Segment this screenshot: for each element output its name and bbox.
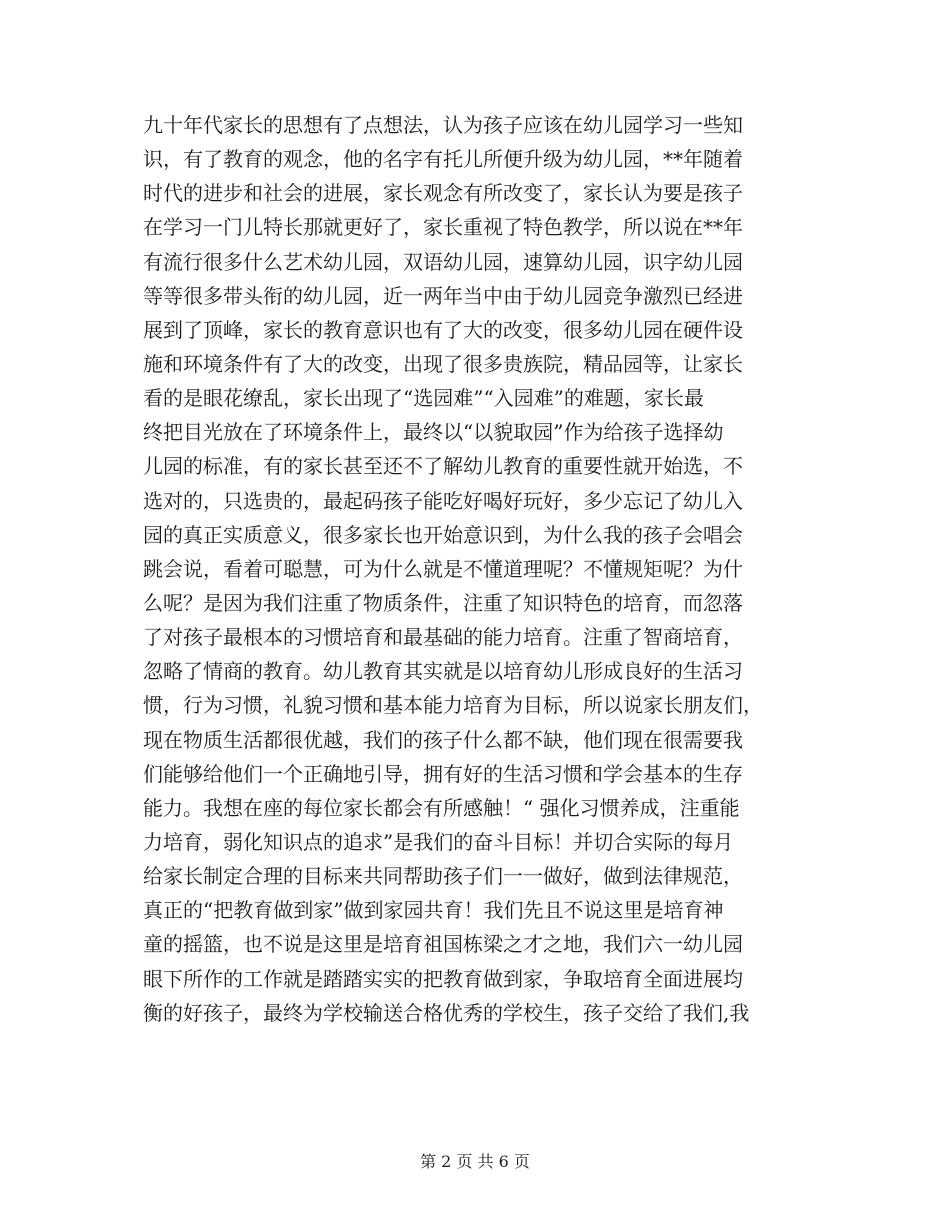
text-line: 展到了顶峰，家长的教育意识也有了大的改变，很多幼儿园在硬件设 (143, 317, 743, 342)
text-line: 们能够给他们一个正确地引导，拥有好的生活习惯和学会基本的生存 (143, 761, 743, 786)
text-line: 眼下所作的工作就是踏踏实实的把教育做到家，争取培育全面进展均 (143, 966, 743, 991)
text-line: 衡的好孩子，最终为学校输送合格优秀的学校生，孩子交给了我们,我 (143, 1000, 750, 1025)
text-line: 现在物质生活都很优越，我们的孩子什么都不缺，他们现在很需要我 (143, 727, 743, 752)
text-line: 选对的，只选贵的，最起码孩子能吃好喝好玩好，多少忘记了幼儿入 (143, 488, 743, 513)
text-line: 有流行很多什么艺术幼儿园，双语幼儿园，速算幼儿园，识字幼儿园 (143, 249, 743, 274)
text-line: 看的是眼花缭乱，家长出现了“选园难”“入园难”的难题，家长最 (143, 386, 704, 411)
text-line: 九十年代家长的思想有了点想法，认为孩子应该在幼儿园学习一些知 (143, 113, 743, 137)
text-line: 惯，行为习惯，礼貌习惯和基本能力培育为目标，所以说家长朋友们， (143, 693, 763, 718)
text-line: 给家长制定合理的目标来共同帮助孩子们一一做好，做到法律规范， (143, 864, 743, 889)
text-line: 园的真正实质意义，很多家长也开始意识到，为什么我的孩子会唱会 (143, 522, 743, 547)
text-line: 能力。我想在座的每位家长都会有所感触！“ 强化习惯养成，注重能 (143, 795, 740, 820)
text-line: 施和环境条件有了大的改变，出现了很多贵族院，精品园等，让家长 (143, 351, 743, 376)
text-line: 时代的进步和社会的进展，家长观念有所改变了，家长认为要是孩子 (143, 181, 743, 206)
text-line: 等等很多带头衔的幼儿园，近一两年当中由于幼儿园竞争激烈已经进 (143, 283, 743, 308)
text-line: 么呢？是因为我们注重了物质条件，注重了知识特色的培育，而忽落 (143, 590, 743, 615)
page-number-footer: 第 2 页 共 6 页 (420, 1152, 530, 1171)
text-line: 力培育，弱化知识点的追求”是我们的奋斗目标！并切合实际的每月 (143, 829, 734, 854)
text-line: 了对孩子最根本的习惯培育和最基础的能力培育。注重了智商培育， (143, 625, 743, 650)
text-line: 真正的“把教育做到家”做到家园共育！我们先且不说这里是培育神 (143, 898, 724, 923)
text-line: 儿园的标准，有的家长甚至还不了解幼儿教育的重要性就开始选，不 (143, 454, 743, 479)
text-line: 跳会说，看着可聪慧，可为什么就是不懂道理呢？不懂规矩呢？为什 (143, 556, 743, 581)
text-line: 在学习一门儿特长那就更好了，家长重视了特色教学，所以说在**年 (143, 215, 743, 240)
body-text (143, 108, 811, 1030)
text-line: 终把目光放在了环境条件上，最终以“以貌取园”作为给孩子选择幼 (143, 420, 724, 445)
text-line: 识，有了教育的观念，他的名字有托儿所便升级为幼儿园，**年随着 (143, 147, 743, 172)
text-line: 忽略了情商的教育。幼儿教育其实就是以培育幼儿形成良好的生活习 (143, 659, 743, 684)
text-line: 童的摇篮，也不说是这里是培育祖国栋梁之才之地，我们六一幼儿园 (143, 932, 743, 957)
